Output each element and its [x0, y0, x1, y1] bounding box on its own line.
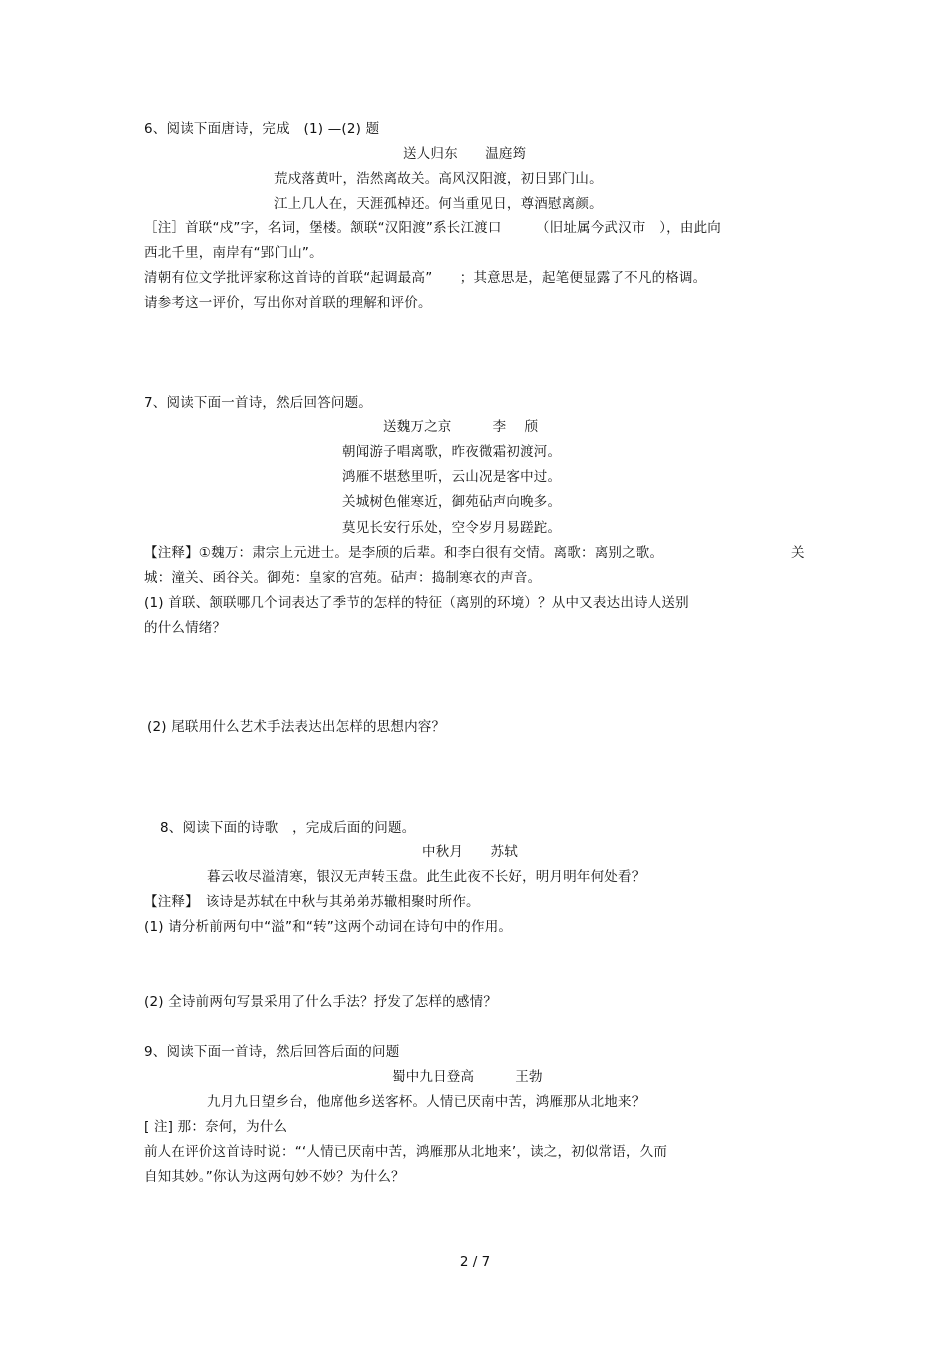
q9-note: [ 注] 那：奈何，为什么 — [144, 1119, 288, 1135]
q7-poem-title: 送魏万之京 李 颀 — [383, 419, 539, 435]
q7-question-2: (2) 尾联用什么艺术手法表达出怎样的思想内容？ — [147, 719, 446, 735]
q6-heading: 6、阅读下面唐诗，完成 (1) —(2) 题 — [144, 121, 380, 137]
q7-poem-line: 朝闻游子唱离歌，昨夜微霜初渡河。 — [342, 444, 562, 460]
q6-poem-line: 荒戍落黄叶，浩然离故关。高风汉阳渡，初日郢门山。 — [274, 171, 603, 187]
q9-heading: 9、阅读下面一首诗，然后回答后面的问题 — [144, 1044, 400, 1060]
q8-heading: 8、阅读下面的诗歌 ，完成后面的问题。 — [160, 820, 416, 836]
q7-note-tail: 关 — [791, 545, 805, 561]
q6-poem-line: 江上几人在，天涯孤棹还。何当重见日，尊酒慰离颜。 — [274, 196, 603, 212]
q9-poem-title: 蜀中九日登高 王勃 — [392, 1069, 543, 1085]
q7-poem-line: 莫见长安行乐处，空令岁月易蹉跎。 — [342, 520, 562, 536]
q6-question: 请参考这一评价，写出你对首联的理解和评价。 — [144, 295, 432, 311]
q6-critique: 清朝有位文学批评家称这首诗的首联“起调最高” ；其意思是，起笔便显露了不凡的格调。 — [144, 270, 707, 286]
q8-note: 【注释】 该诗是苏轼在中秋与其弟弟苏辙相聚时所作。 — [144, 894, 480, 910]
q8-question-1: (1) 请分析前两句中“溢”和“转”这两个动词在诗句中的作用。 — [144, 919, 513, 935]
q6-note: ［注］首联“戍”字，名词，堡楼。颔联“汉阳渡”系长江渡口 （旧址属今武汉市 ），由此向 — [144, 220, 721, 236]
q8-poem-line: 暮云收尽溢清寒，银汉无声转玉盘。此生此夜不长好，明月明年何处看？ — [207, 869, 646, 885]
q7-question-1: 的什么情绪？ — [144, 620, 227, 636]
q7-poem-line: 关城树色催寒近，御苑砧声向晚多。 — [342, 494, 562, 510]
q7-note: 城：潼关、函谷关。御苑：皇家的宫苑。砧声：捣制寒衣的声音。 — [144, 570, 542, 586]
q6-note: 西北千里，南岸有“郢门山”。 — [144, 245, 323, 261]
q7-poem-line: 鸿雁不堪愁里听，云山况是客中过。 — [342, 469, 562, 485]
page-number: 2 / 7 — [459, 1254, 491, 1270]
q7-question-1: (1) 首联、颔联哪几个词表达了季节的怎样的特征（离别的环境）？从中又表达出诗人送别 — [144, 595, 689, 611]
q8-question-2: (2) 全诗前两句写景采用了什么手法？抒发了怎样的感情？ — [144, 994, 498, 1010]
q7-note: 【注释】①魏万：肃宗上元进士。是李颀的后辈。和李白很有交情。离歌：离别之歌。 — [144, 545, 664, 561]
q6-poem-title: 送人归东 温庭筠 — [403, 146, 527, 162]
q9-question: 自知其妙。”你认为这两句妙不妙？为什么？ — [144, 1169, 405, 1185]
q9-poem-line: 九月九日望乡台，他席他乡送客杯。人情已厌南中苦，鸿雁那从北地来？ — [207, 1094, 646, 1110]
q9-question: 前人在评价这首诗时说：“‘人情已厌南中苦，鸿雁那从北地来’，读之，初似常语，久而 — [144, 1144, 668, 1160]
q8-poem-title: 中秋月 苏轼 — [422, 844, 518, 860]
q7-heading: 7、阅读下面一首诗，然后回答问题。 — [144, 395, 372, 411]
